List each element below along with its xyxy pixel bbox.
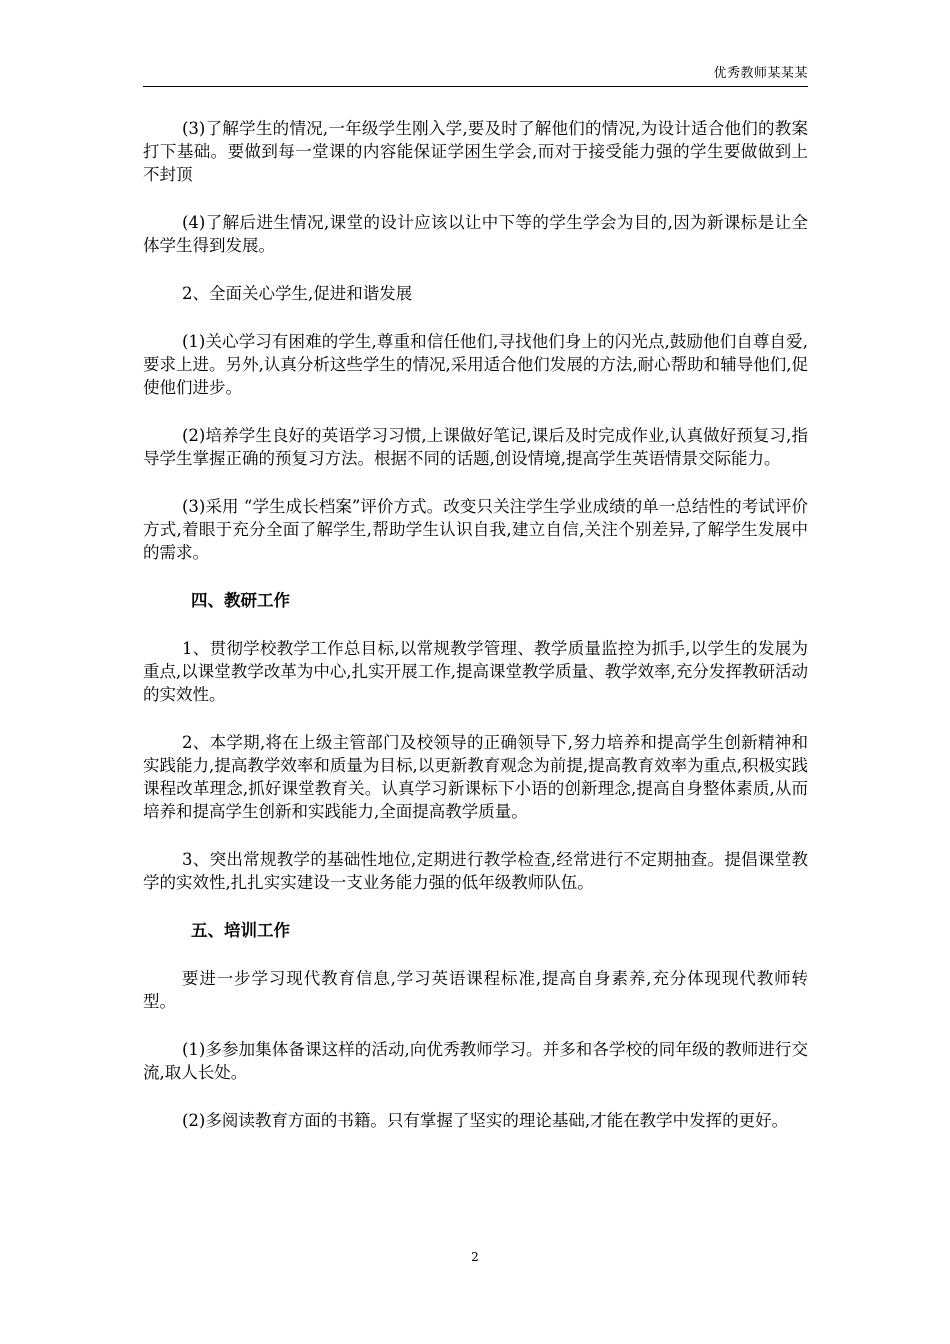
paragraph-understand-students: (3)了解学生的情况,一年级学生刚入学,要及时了解他们的情况,为设计适合他们的教案打下基础。要做到每一堂课的内容能保证学困生学会,而对于接受能力强的学生要做做到上不封顶 bbox=[143, 119, 808, 184]
paragraph-growth-portfolio: (3)采用 “学生成长档案”评价方式。改变只关注学生学业成绩的单一总结性的考试评价方式,着眼于充分全面了解学生,帮助学生认识自我,建立自信,关注个别差异,了解学生发展中的需求。 bbox=[143, 497, 808, 562]
paragraph-training-intro: 要进一步学习现代教育信息,学习英语课程标准,提高自身素养,充分体现现代教师转型。 bbox=[143, 969, 808, 1011]
section-heading-training: 五、培训工作 bbox=[191, 921, 290, 940]
paragraph-read-books: (2)多阅读教育方面的书籍。只有掌握了坚实的理论基础,才能在教学中发挥的更好。 bbox=[182, 1111, 789, 1130]
subheading-care-for-students: 2、全面关心学生,促进和谐发展 bbox=[182, 284, 413, 303]
header-text: 优秀教师某某某 bbox=[713, 66, 808, 81]
page-number: 2 bbox=[471, 1250, 479, 1264]
paragraph-understand-struggling-students: (4)了解后进生情况,课堂的设计应该以让中下等的学生学会为目的,因为新课标是让全体学生得到发展。 bbox=[143, 213, 808, 255]
paragraph-research-goal: 1、贯彻学校教学工作总目标,以常规教学管理、教学质量监控为抓手,以学生的发展为重点,以课堂教学改革为中心,扎实开展工作,提高课堂教学质量、教学效率,充分发挥教研活动的实效性。 bbox=[143, 639, 808, 704]
paragraph-collective-lesson-prep: (1)多参加集体备课这样的活动,向优秀教师学习。并多和各学校的同年级的教师进行交流,取人长处。 bbox=[143, 1040, 808, 1082]
page-header bbox=[143, 64, 808, 87]
paragraph-semester-plan: 2、本学期,将在上级主管部门及校领导的正确领导下,努力培养和提高学生创新精神和实践能力,提高教学效率和质量为目标,以更新教育观念为前提,提高教育效率为重点,积极实践课程改革理念,抓好课堂教育关。认真学习新课标下小语的创新理念,提高自身整体素质,从而培养和提高学生创新和实践能力,全面提高教学质量。 bbox=[143, 733, 808, 821]
document-body bbox=[143, 117, 808, 1157]
paragraph-routine-teaching: 3、突出常规教学的基础性地位,定期进行教学检查,经常进行不定期抽查。提倡课堂教学的实效性,扎扎实实建设一支业务能力强的低年级教师队伍。 bbox=[143, 850, 808, 892]
section-heading-teaching-research: 四、教研工作 bbox=[191, 591, 290, 610]
paragraph-care-for-struggling: (1)关心学习有困难的学生,尊重和信任他们,寻找他们身上的闪光点,鼓励他们自尊自爱,要求上进。另外,认真分析这些学生的情况,采用适合他们发展的方法,耐心帮助和辅导他们,促使他们进步。 bbox=[143, 332, 808, 397]
paragraph-english-habits: (2)培养学生良好的英语学习习惯,上课做好笔记,课后及时完成作业,认真做好预复习,指导学生掌握正确的预复习方法。根据不同的话题,创设情境,提高学生英语情景交际能力。 bbox=[143, 426, 808, 468]
